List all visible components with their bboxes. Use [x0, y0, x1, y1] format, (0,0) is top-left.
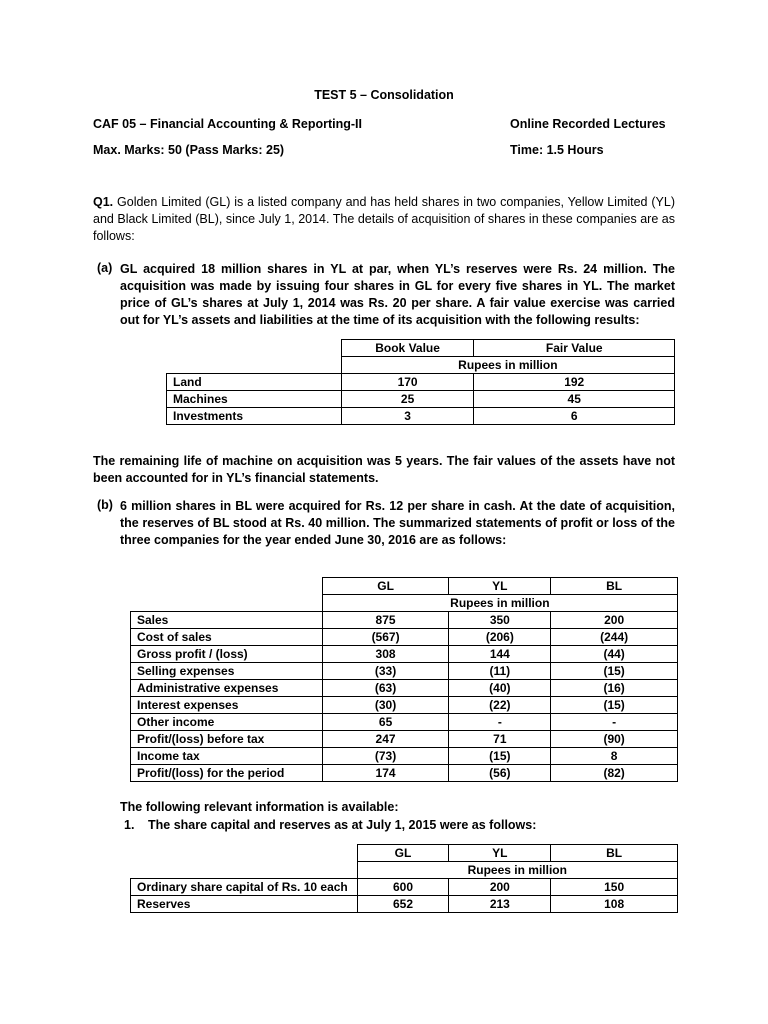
item1-marker: 1.: [124, 818, 135, 832]
cell-value: 200: [449, 879, 551, 896]
row-label: Profit/(loss) before tax: [131, 731, 323, 748]
row-label: Sales: [131, 612, 323, 629]
cell-value: 144: [449, 646, 551, 663]
part-b-marker: (b): [97, 498, 113, 512]
cell-value: 8: [551, 748, 678, 765]
sc-header-bl: BL: [551, 845, 678, 862]
row-label: Income tax: [131, 748, 323, 765]
cell-value: (15): [449, 748, 551, 765]
cell-value: (206): [449, 629, 551, 646]
cell-value: 65: [322, 714, 449, 731]
sc-header-yl: YL: [449, 845, 551, 862]
cell-value: 108: [551, 896, 678, 913]
cell-value: (11): [449, 663, 551, 680]
lecture-mode: Online Recorded Lectures: [510, 117, 666, 131]
item1-text: The share capital and reserves as at July 1, 2015 were as follows:: [148, 818, 537, 832]
cell-value: 45: [474, 391, 675, 408]
q1-label: Q1.: [93, 195, 114, 209]
cell-value: 192: [474, 374, 675, 391]
cell-value: (56): [449, 765, 551, 782]
cell-value: (16): [551, 680, 678, 697]
time-allowed: Time: 1.5 Hours: [510, 143, 604, 157]
cell-value: (33): [322, 663, 449, 680]
table-row: [131, 765, 678, 782]
table-row: [131, 896, 678, 913]
cell-value: 25: [341, 391, 474, 408]
cell-value: -: [551, 714, 678, 731]
table-row: [131, 612, 678, 629]
share-capital-table: [130, 844, 678, 913]
row-label: Gross profit / (loss): [131, 646, 323, 663]
cell-value: (15): [551, 697, 678, 714]
cell-value: (44): [551, 646, 678, 663]
pl-header-yl: YL: [449, 578, 551, 595]
cell-value: 6: [474, 408, 675, 425]
cell-value: 213: [449, 896, 551, 913]
cell-value: (15): [551, 663, 678, 680]
cell-value: -: [449, 714, 551, 731]
cell-value: (22): [449, 697, 551, 714]
part-b-text: 6 million shares in BL were acquired for Rs. 12 per share in cash. At the date of acquisition, the reserves of BL stood at Rs. 40 million. The summarized statements of profit or loss of the three companies for the year ended June 30, 2016 are as follows:: [120, 499, 675, 547]
row-label: Interest expenses: [131, 697, 323, 714]
row-label: Cost of sales: [131, 629, 323, 646]
row-label: Investments: [167, 408, 342, 425]
row-label: Other income: [131, 714, 323, 731]
table-row: [131, 731, 678, 748]
pl-unit: Rupees in million: [322, 595, 677, 612]
cell-value: (30): [322, 697, 449, 714]
cell-value: 174: [322, 765, 449, 782]
cell-value: 600: [357, 879, 449, 896]
cell-value: 247: [322, 731, 449, 748]
cell-value: 652: [357, 896, 449, 913]
table-row: [131, 629, 678, 646]
row-label: Profit/(loss) for the period: [131, 765, 323, 782]
cell-value: 150: [551, 879, 678, 896]
page-title: TEST 5 – Consolidation: [314, 88, 454, 102]
table-row: [131, 646, 678, 663]
pl-header-bl: BL: [551, 578, 678, 595]
table-row: [131, 663, 678, 680]
cell-value: (90): [551, 731, 678, 748]
cell-value: (63): [322, 680, 449, 697]
sc-unit: Rupees in million: [357, 862, 677, 879]
cell-value: 308: [322, 646, 449, 663]
cell-value: 350: [449, 612, 551, 629]
table-row: [167, 374, 675, 391]
machine-note: The remaining life of machine on acquisition was 5 years. The fair values of the assets have not been accounted for in YL’s financial statements.: [93, 454, 675, 485]
row-label: Reserves: [131, 896, 358, 913]
row-label: Ordinary share capital of Rs. 10 each: [131, 879, 358, 896]
fair-value-table: [166, 339, 675, 425]
cell-value: 71: [449, 731, 551, 748]
info-intro: The following relevant information is available:: [120, 800, 399, 814]
q1-intro-text: Golden Limited (GL) is a listed company and has held shares in two companies, Yellow Limited (YL) and Black Limited (BL), since July 1, 2014. The details of acquisition of shares in these companies are as follows:: [93, 195, 675, 243]
q1-intro: [93, 194, 675, 245]
cell-value: 875: [322, 612, 449, 629]
cell-value: (73): [322, 748, 449, 765]
course-title: CAF 05 – Financial Accounting & Reporting-II: [93, 117, 363, 131]
table-row: [131, 714, 678, 731]
cell-value: 170: [341, 374, 474, 391]
cell-value: 200: [551, 612, 678, 629]
row-label: Land: [167, 374, 342, 391]
cell-value: (40): [449, 680, 551, 697]
fv-header-fair: Fair Value: [474, 340, 675, 357]
row-label: Selling expenses: [131, 663, 323, 680]
cell-value: (244): [551, 629, 678, 646]
cell-value: (567): [322, 629, 449, 646]
profit-loss-table: [130, 577, 678, 782]
sc-header-gl: GL: [357, 845, 449, 862]
cell-value: (82): [551, 765, 678, 782]
row-label: Machines: [167, 391, 342, 408]
cell-value: 3: [341, 408, 474, 425]
fv-header-book: Book Value: [341, 340, 474, 357]
part-a-text: GL acquired 18 million shares in YL at par, when YL’s reserves were Rs. 24 million. The acquisition was made by issuing four shares in GL for every five shares in YL. The market price of GL’s shares at July 1, 2014 was Rs. 20 per share. A fair value exercise was carried out for YL’s assets and liabilities at the time of its acquisition with the following results:: [120, 262, 675, 327]
table-row: [131, 680, 678, 697]
table-row: [131, 748, 678, 765]
part-a-marker: (a): [97, 261, 113, 275]
table-row: [167, 408, 675, 425]
table-row: [167, 391, 675, 408]
row-label: Administrative expenses: [131, 680, 323, 697]
pl-header-gl: GL: [322, 578, 449, 595]
table-row: [131, 879, 678, 896]
fv-unit: Rupees in million: [341, 357, 674, 374]
max-marks: Max. Marks: 50 (Pass Marks: 25): [93, 143, 285, 157]
table-row: [131, 697, 678, 714]
